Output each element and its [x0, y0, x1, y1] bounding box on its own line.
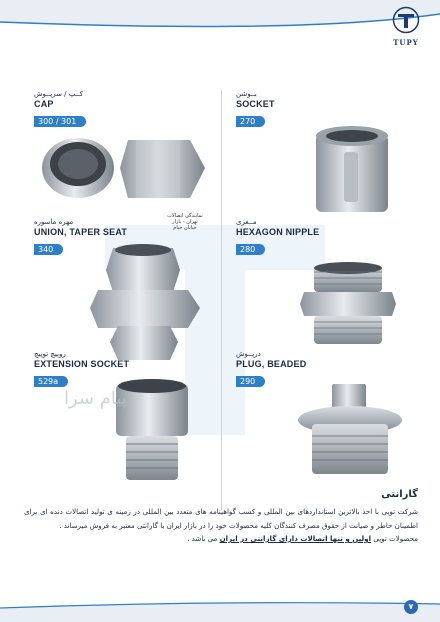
column-divider — [221, 90, 222, 510]
union-name-fa: مهره ماسوره — [34, 218, 74, 226]
plug-name-en: PLUG, BEADED — [236, 359, 307, 369]
union-name-en: UNION, TAPER SEAT — [34, 227, 128, 237]
plug-name-fa: درپــوش — [236, 350, 261, 358]
tupy-t-logo-icon — [392, 6, 420, 34]
socket-code: 270 — [236, 116, 265, 127]
product-socket — [236, 90, 275, 128]
brand-logo — [386, 6, 426, 50]
cap-name-fa: کــپ / سرپــوش — [34, 90, 84, 98]
socket-name-en: SOCKET — [236, 99, 275, 109]
guarantee-paragraph-2: محصولات توپی اولین و تنها اتصالات دارای گارانتی در ایران می باشد . — [187, 534, 418, 543]
guarantee-paragraph-1: شرکت توپی با اخذ بالاترین استانداردهای بین المللی و کسب گواهینامه های متعدد بین المللی در زمینه ی تولید اتصالات دنده ای برای اطمینان خاطر و صیانت از حقوق مصرف کنندگان کلیه محصولات خود را در بازار ایران با گارانتی معتبر به فروش میرساند . — [24, 507, 418, 530]
hexagon-code: 280 — [236, 244, 265, 255]
extension-code: 529a — [34, 376, 68, 387]
hexagon-nipple-photo — [300, 260, 400, 350]
hexagon-name-fa: مــغزی — [236, 218, 257, 226]
brand-name: TUPY — [393, 38, 419, 47]
watermark-text: پیام سرا — [64, 388, 127, 409]
extension-name-en: EXTENSION SOCKET — [34, 359, 130, 369]
socket-name-fa: بــوشن — [236, 90, 257, 98]
plug-code: 290 — [236, 376, 265, 387]
product-cap — [34, 90, 86, 128]
guarantee-highlight: اولین و تنها اتصالات دارای گارانتی در ایران — [219, 534, 372, 543]
product-hexagon-nipple — [236, 218, 319, 256]
plug-photo — [294, 380, 406, 480]
dealer-stamp: نمایندگی اتصالات تهران - بازار خیابان خیام — [167, 213, 203, 231]
union-photo — [88, 240, 213, 365]
union-code: 340 — [34, 244, 63, 255]
cap-code: 300 / 301 — [34, 116, 86, 127]
extension-name-fa: روپیچ توپیچ — [34, 350, 66, 358]
page-number: ۷ — [404, 600, 418, 614]
cap-name-en: CAP — [34, 99, 54, 109]
hexagon-name-en: HEXAGON NIPPLE — [236, 227, 320, 237]
socket-photo — [308, 122, 398, 222]
guarantee-text — [24, 505, 418, 546]
footer-band — [0, 598, 440, 622]
guarantee-title: گارانتی — [381, 489, 418, 500]
cap-photo — [40, 128, 215, 208]
header-band — [0, 0, 440, 44]
